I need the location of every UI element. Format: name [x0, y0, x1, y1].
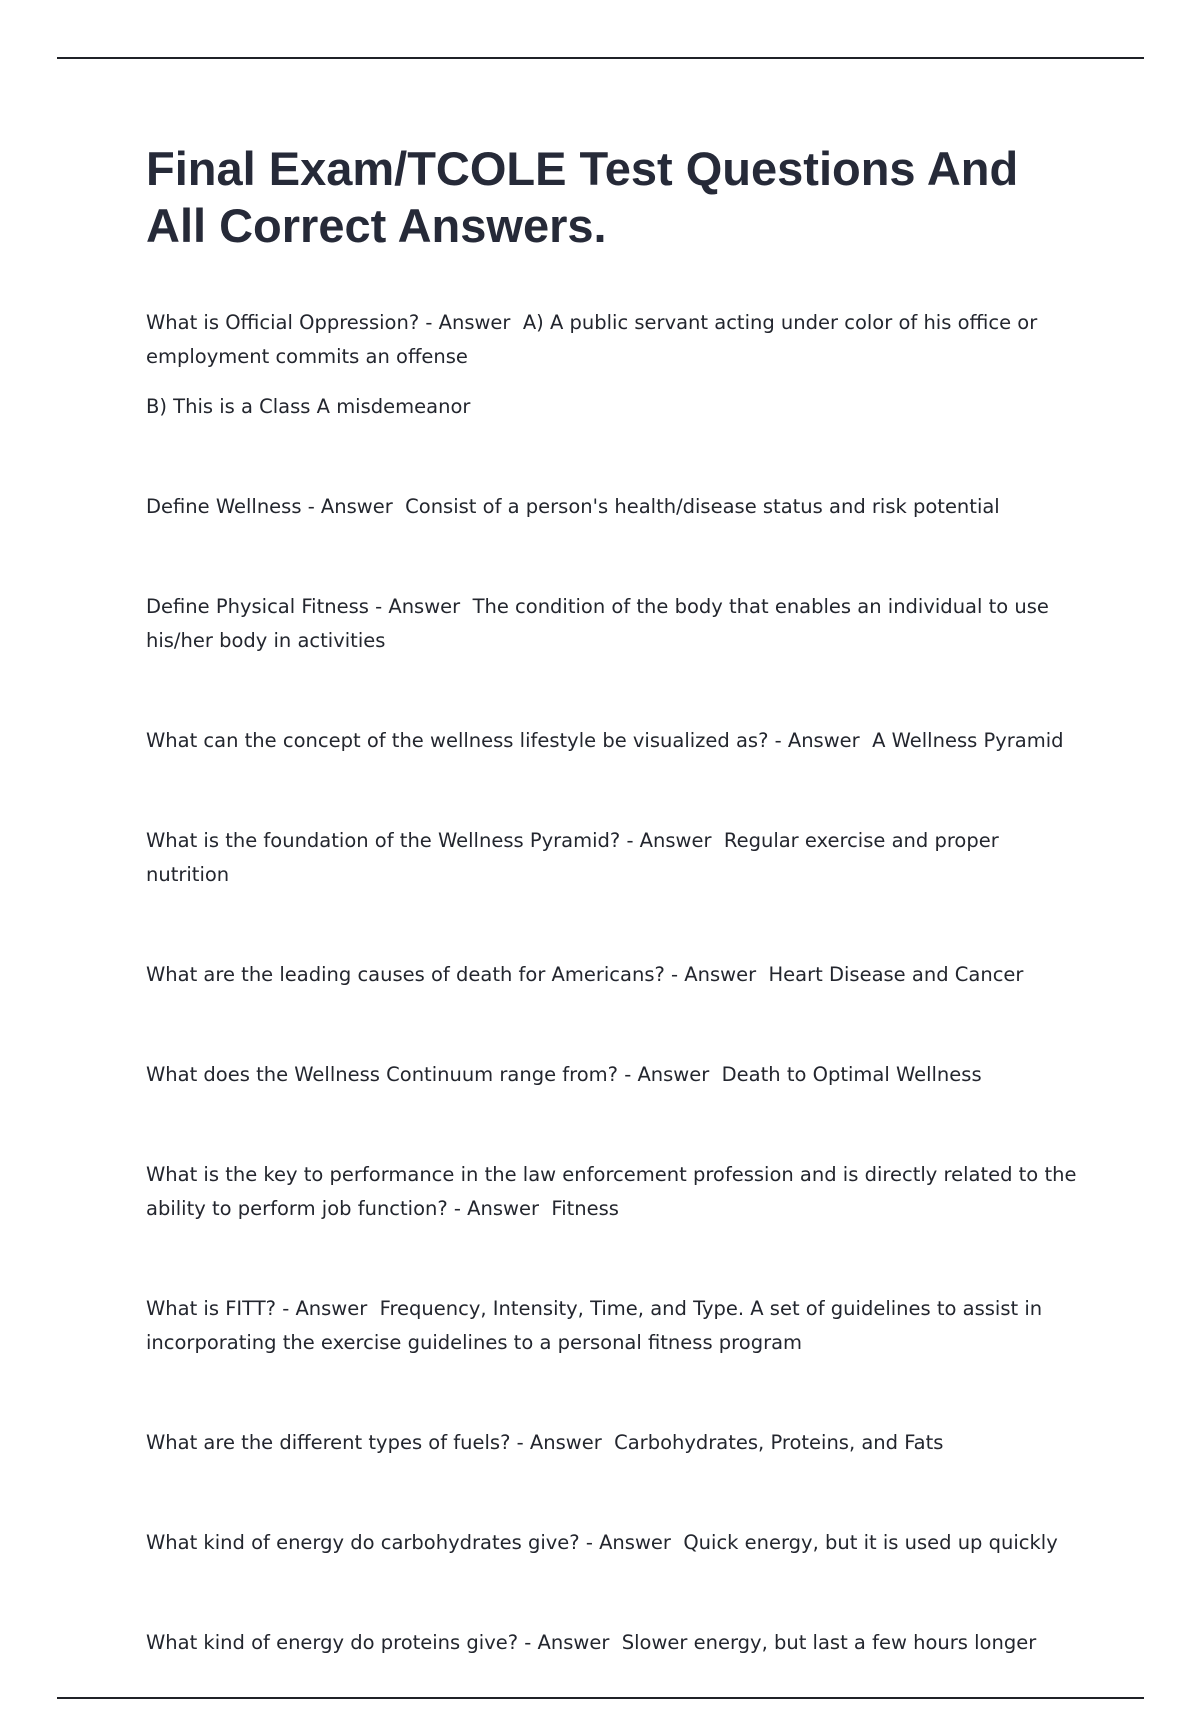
qa-item — [146, 1058, 1086, 1092]
answer-marker: - Answer — [510, 1431, 608, 1454]
answer-marker: - Answer — [664, 963, 763, 986]
question-text: What can the concept of the wellness lifestyle be visualized as? — [146, 729, 769, 752]
question-text: What kind of energy do carbohydrates give? — [146, 1531, 580, 1554]
answer-marker: - Answer — [301, 495, 399, 518]
question-text: What are the different types of fuels? — [146, 1431, 511, 1454]
answer-text: The condition of the body that enables an individual to use his/her body in activities — [146, 595, 1049, 652]
answer-marker: - Answer — [579, 1531, 678, 1554]
answer-marker: - Answer — [618, 1063, 716, 1086]
answer-text: A Wellness Pyramid — [872, 729, 1064, 752]
qa-item — [146, 824, 1086, 892]
qa-text — [146, 1626, 1086, 1660]
question-text: What is the key to performance in the law enforcement profession and is directly related to the ability to perform job function? — [146, 1163, 1077, 1220]
qa-item — [146, 306, 1086, 424]
answer-text: Fitness — [551, 1197, 619, 1220]
qa-text — [146, 1058, 1086, 1092]
question-text: What is FITT? — [146, 1297, 277, 1320]
answer-text: Consist of a person's health/disease status and risk potential — [405, 495, 1000, 518]
qa-text — [146, 590, 1086, 658]
answer-marker: - Answer — [447, 1197, 546, 1220]
qa-text — [146, 1526, 1086, 1560]
answer-marker: - Answer — [419, 311, 517, 334]
answer-marker: - Answer — [368, 595, 467, 618]
question-text: Define Wellness — [146, 495, 302, 518]
answer-marker: - Answer — [276, 1297, 374, 1320]
qa-text — [146, 1292, 1086, 1360]
answer-marker: - Answer — [518, 1631, 616, 1654]
qa-item — [146, 590, 1086, 658]
qa-item — [146, 1158, 1086, 1226]
answer-marker: - Answer — [768, 729, 866, 752]
question-text: Define Physical Fitness — [146, 595, 369, 618]
qa-text — [146, 1158, 1086, 1226]
qa-item — [146, 1626, 1086, 1660]
question-text: What is the foundation of the Wellness Pyramid? — [146, 829, 621, 852]
question-text: What kind of energy do proteins give? — [146, 1631, 519, 1654]
answer-extra-text: B) This is a Class A misdemeanor — [146, 395, 471, 418]
qa-item — [146, 490, 1086, 524]
answer-text: Quick energy, but it is used up quickly — [683, 1531, 1058, 1554]
qa-item — [146, 1426, 1086, 1460]
qa-text — [146, 1426, 1086, 1460]
qa-text — [146, 724, 1086, 758]
qa-text — [146, 306, 1086, 374]
answer-text: Regular exercise and proper nutrition — [146, 829, 999, 886]
answer-text: Carbohydrates, Proteins, and Fats — [614, 1431, 944, 1454]
answer-text: Slower energy, but last a few hours longer — [621, 1631, 1037, 1654]
question-text: What does the Wellness Continuum range from? — [146, 1063, 619, 1086]
answer-text: Frequency, Intensity, Time, and Type. A set of guidelines to assist in incorporating the exercise guidelines to a personal fitness program — [146, 1297, 1043, 1354]
document-title: Final Exam/TCOLE Test Questions And All Correct Answers. — [146, 142, 1019, 252]
qa-text — [146, 824, 1086, 892]
answer-text: Heart Disease and Cancer — [768, 963, 1024, 986]
answer-marker: - Answer — [620, 829, 718, 852]
qa-text — [146, 958, 1086, 992]
qa-item — [146, 958, 1086, 992]
bottom-divider — [57, 1697, 1144, 1699]
answer-text: Death to Optimal Wellness — [721, 1063, 982, 1086]
qa-text — [146, 490, 1086, 524]
document-body — [146, 140, 1086, 1726]
question-text: What are the leading causes of death for Americans? — [146, 963, 665, 986]
qa-item — [146, 1526, 1086, 1560]
top-divider — [57, 57, 1144, 59]
question-text: What is Official Oppression? — [146, 311, 420, 334]
answer-text: A) A public servant acting under color of his office or employment commits an offense — [146, 311, 1038, 368]
qa-item — [146, 1292, 1086, 1360]
qa-item — [146, 724, 1086, 758]
